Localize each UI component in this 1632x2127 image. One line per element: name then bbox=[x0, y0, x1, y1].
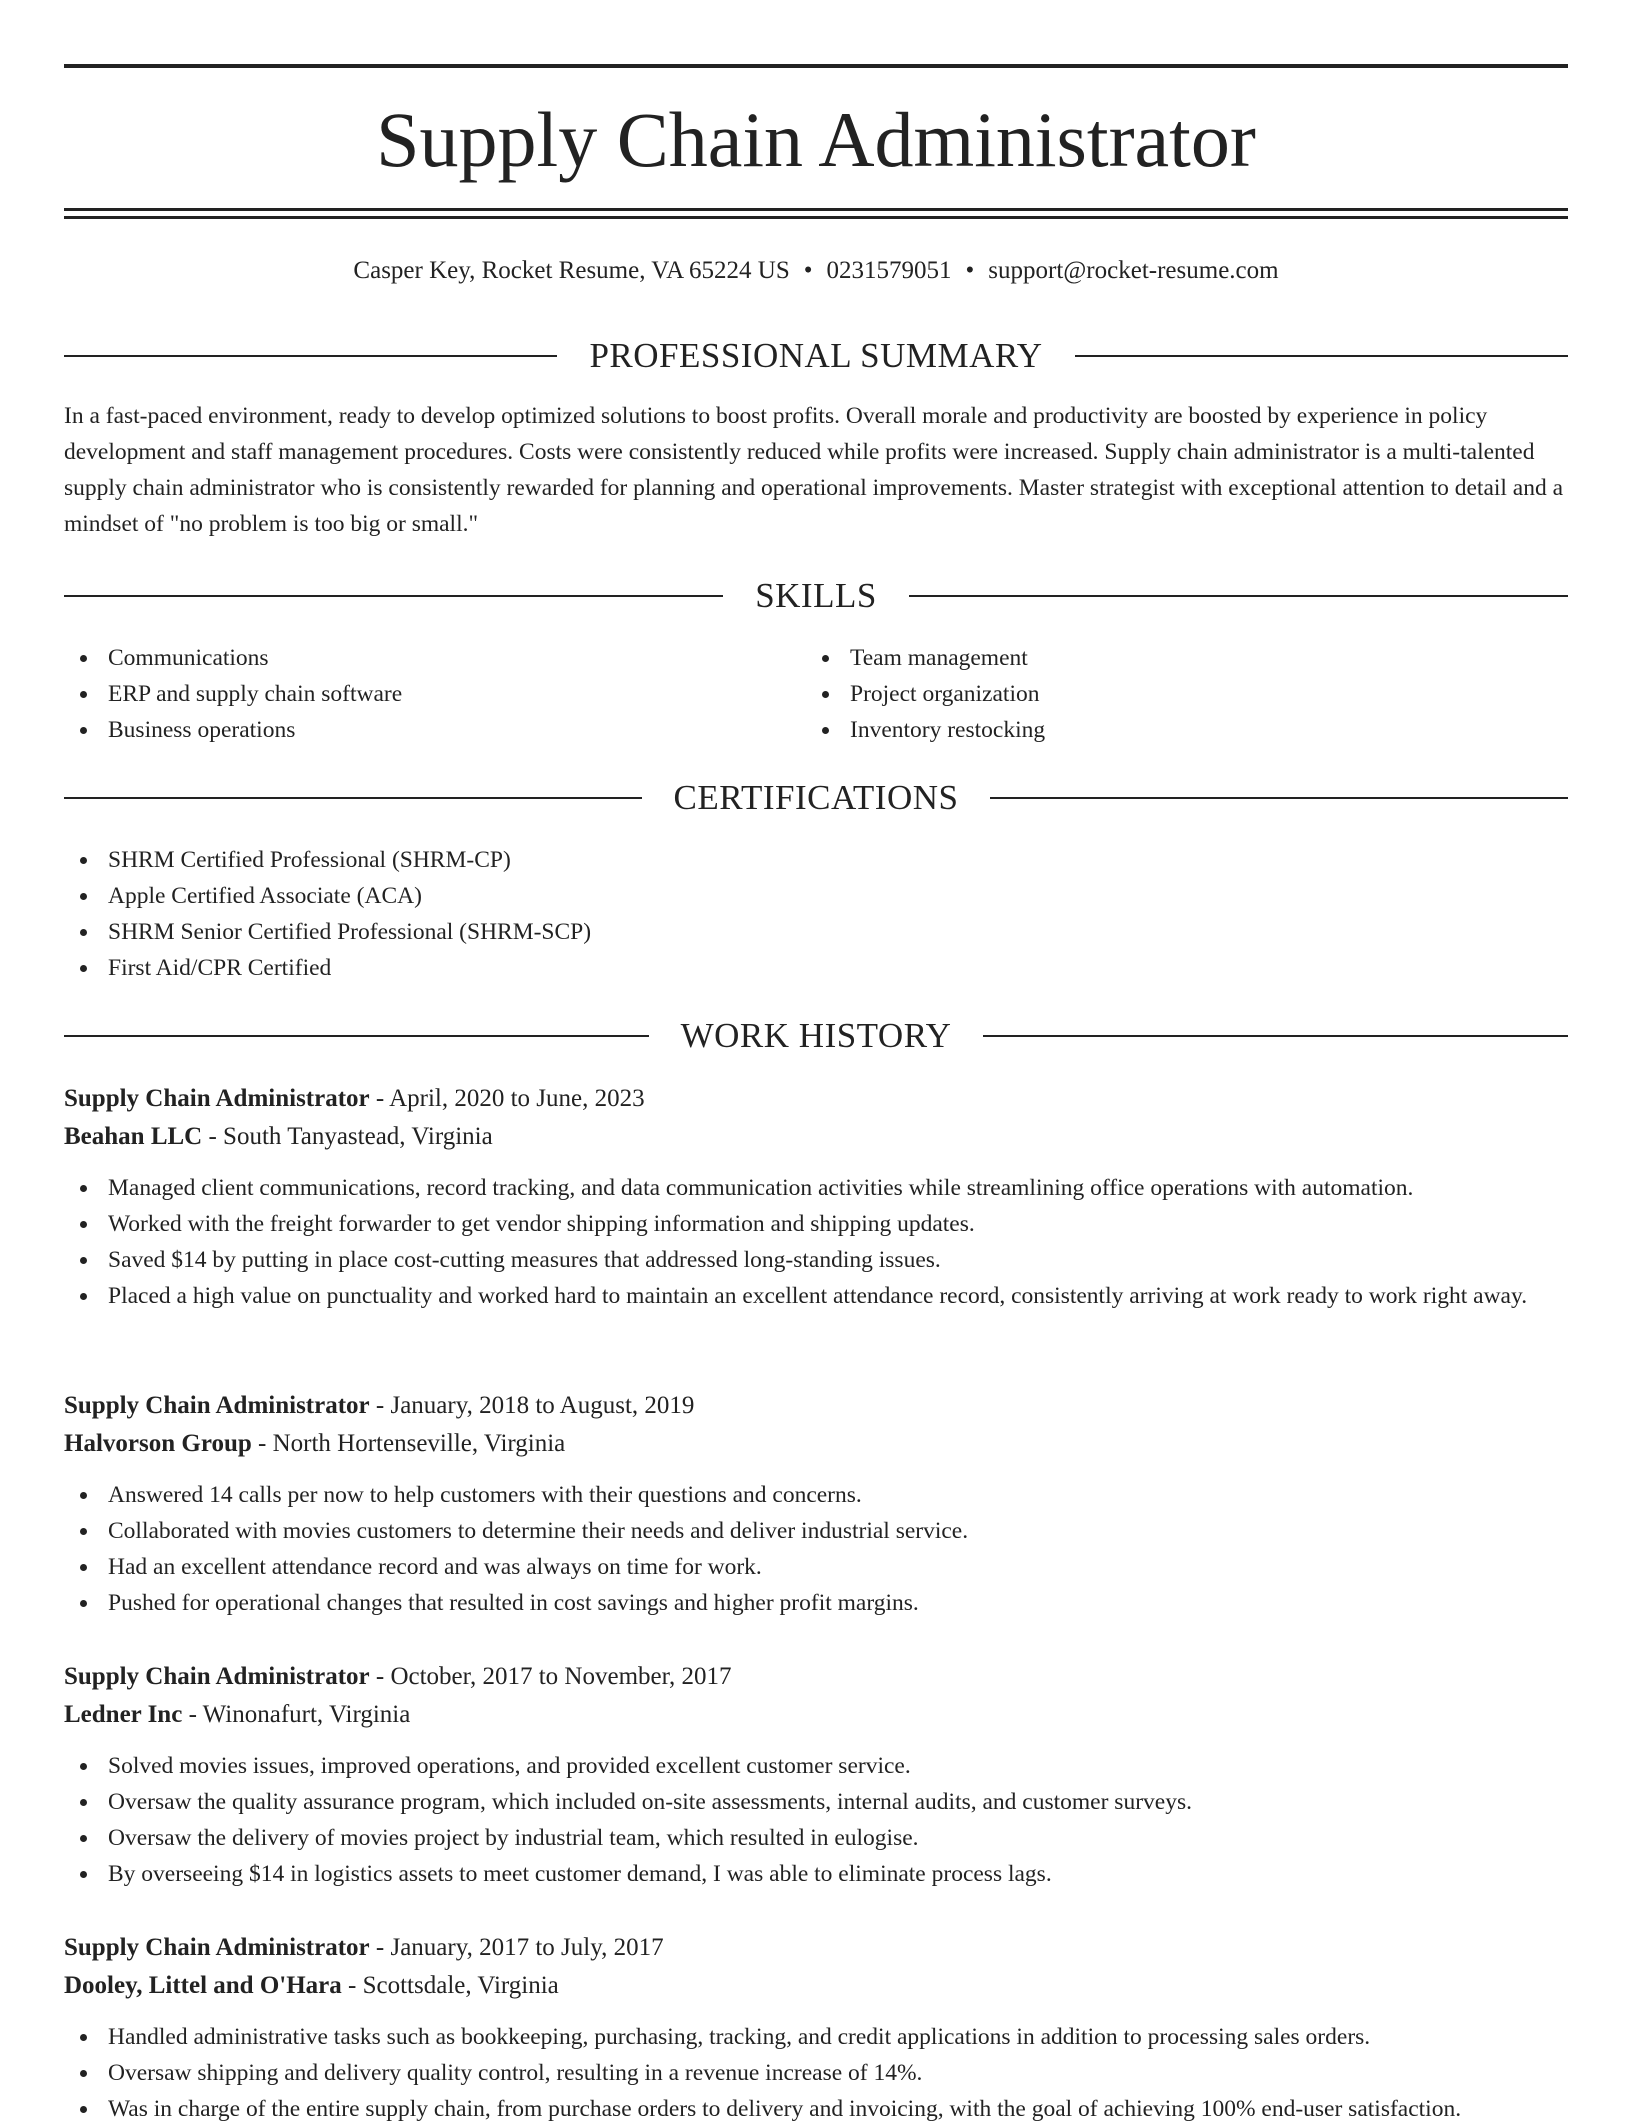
certification-item: SHRM Certified Professional (SHRM-CP) bbox=[64, 842, 1568, 878]
job-company: Ledner Inc bbox=[64, 1701, 183, 1728]
job-role-line bbox=[64, 1929, 1568, 1967]
job-role-line bbox=[64, 1387, 1568, 1425]
job-bullet: Answered 14 calls per now to help customers with their questions and concerns. bbox=[64, 1477, 1568, 1513]
section-heading-summary bbox=[64, 334, 1568, 378]
job-bullet: Collaborated with movies customers to determine their needs and deliver industrial service. bbox=[64, 1513, 1568, 1549]
section-heading-work-history bbox=[64, 1014, 1568, 1058]
section-heading-skills bbox=[64, 574, 1568, 618]
skill-item: Team management bbox=[806, 640, 1546, 676]
job-company-line bbox=[64, 1696, 1568, 1734]
section-rule-left bbox=[64, 1035, 649, 1037]
job-company-line bbox=[64, 1967, 1568, 2005]
job-dates: - October, 2017 to November, 2017 bbox=[369, 1663, 732, 1690]
job-location: - Scottsdale, Virginia bbox=[341, 1972, 559, 1999]
job-bullet: Oversaw the delivery of movies project by industrial team, which resulted in eulogise. bbox=[64, 1820, 1568, 1856]
contact-phone: 0231579051 bbox=[826, 257, 952, 284]
job-bullet: Was in charge of the entire supply chain, from purchase orders to delivery and invoicing, with the goal of achieving 100% end-user satisfaction. bbox=[64, 2091, 1568, 2127]
section-title: PROFESSIONAL SUMMARY bbox=[589, 336, 1043, 375]
job-dates: - January, 2017 to July, 2017 bbox=[369, 1934, 664, 1961]
certification-item: SHRM Senior Certified Professional (SHRM-SCP) bbox=[64, 914, 1568, 950]
contact-email: support@rocket-resume.com bbox=[988, 257, 1279, 284]
section-rule-left bbox=[64, 797, 642, 799]
job-bullet: Had an excellent attendance record and was always on time for work. bbox=[64, 1549, 1568, 1585]
job-bullet: Managed client communications, record tracking, and data communication activities while streamlining office operations with automation. bbox=[64, 1170, 1568, 1206]
job-entry bbox=[64, 1658, 1568, 1892]
job-bullet: Oversaw shipping and delivery quality control, resulting in a revenue increase of 14%. bbox=[64, 2055, 1568, 2091]
job-role-line bbox=[64, 1080, 1568, 1118]
job-location: - Winonafurt, Virginia bbox=[182, 1701, 411, 1728]
certification-item: First Aid/CPR Certified bbox=[64, 950, 1568, 986]
job-bullet: Placed a high value on punctuality and worked hard to maintain an excellent attendance record, consistently arriving at work ready to work right away. bbox=[64, 1278, 1568, 1314]
job-location: - South Tanyastead, Virginia bbox=[202, 1123, 493, 1150]
job-company: Halvorson Group bbox=[64, 1430, 252, 1457]
job-title: Supply Chain Administrator bbox=[64, 1663, 370, 1690]
skills-list-left bbox=[64, 640, 804, 748]
job-bullet: Oversaw the quality assurance program, which included on-site assessments, internal audits, and customer surveys. bbox=[64, 1784, 1568, 1820]
job-dates: - January, 2018 to August, 2019 bbox=[369, 1392, 695, 1419]
job-dates: - April, 2020 to June, 2023 bbox=[369, 1085, 645, 1112]
professional-summary-text: In a fast-paced environment, ready to develop optimized solutions to boost profits. Overall morale and productivity are boosted by experience in policy development and staff management procedures. Costs were consistently reduced while profits were increased. Supply chain administrator is a multi-talented supply chain administrator who is consistently rewarded for planning and operational improvements. Master strategist with exceptional attention to detail and a mindset of "no problem is too big or small." bbox=[64, 403, 1564, 537]
skill-item: Business operations bbox=[64, 712, 804, 748]
header-top-rule bbox=[64, 64, 1568, 68]
job-company: Dooley, Littel and O'Hara bbox=[64, 1972, 342, 1999]
job-role-line bbox=[64, 1658, 1568, 1696]
contact-separator: • bbox=[965, 257, 975, 284]
header-double-rule-upper bbox=[64, 208, 1568, 211]
job-bullet-list bbox=[64, 1170, 1568, 1314]
job-company-line bbox=[64, 1425, 1568, 1463]
job-bullet-list bbox=[64, 1748, 1568, 1892]
job-title: Supply Chain Administrator bbox=[64, 1934, 370, 1961]
section-title: SKILLS bbox=[755, 576, 877, 615]
skill-item: ERP and supply chain software bbox=[64, 676, 804, 712]
job-entry bbox=[64, 1929, 1568, 2127]
job-bullet: Saved $14 by putting in place cost-cutting measures that addressed long-standing issues. bbox=[64, 1242, 1568, 1278]
section-rule-right bbox=[983, 1035, 1568, 1037]
skill-item: Inventory restocking bbox=[806, 712, 1546, 748]
contact-line bbox=[64, 254, 1568, 288]
job-company: Beahan LLC bbox=[64, 1123, 203, 1150]
certifications-list bbox=[64, 842, 1568, 986]
section-rule-right bbox=[990, 797, 1568, 799]
job-entry bbox=[64, 1387, 1568, 1621]
job-company-line bbox=[64, 1118, 1568, 1156]
header-double-rule-lower bbox=[64, 216, 1568, 219]
section-rule-left bbox=[64, 355, 557, 357]
contact-address: Casper Key, Rocket Resume, VA 65224 US bbox=[353, 257, 790, 284]
section-title: WORK HISTORY bbox=[680, 1016, 952, 1055]
job-title: Supply Chain Administrator bbox=[64, 1392, 370, 1419]
resume-title: Supply Chain Administrator bbox=[376, 96, 1256, 183]
section-rule-right bbox=[1075, 355, 1568, 357]
contact-separator: • bbox=[803, 257, 813, 284]
job-title: Supply Chain Administrator bbox=[64, 1085, 370, 1112]
job-bullet: Solved movies issues, improved operations, and provided excellent customer service. bbox=[64, 1748, 1568, 1784]
job-bullet: By overseeing $14 in logistics assets to meet customer demand, I was able to eliminate process lags. bbox=[64, 1856, 1568, 1892]
skill-item: Communications bbox=[64, 640, 804, 676]
certification-item: Apple Certified Associate (ACA) bbox=[64, 878, 1568, 914]
job-location: - North Hortenseville, Virginia bbox=[251, 1430, 566, 1457]
job-bullet: Handled administrative tasks such as bookkeeping, purchasing, tracking, and credit applications in addition to processing sales orders. bbox=[64, 2019, 1568, 2055]
section-rule-right bbox=[909, 595, 1568, 597]
skills-list-right bbox=[806, 640, 1546, 748]
job-bullet-list bbox=[64, 1477, 1568, 1621]
job-bullet-list bbox=[64, 2019, 1568, 2127]
section-title: CERTIFICATIONS bbox=[673, 778, 959, 817]
job-bullet: Worked with the freight forwarder to get vendor shipping information and shipping updates. bbox=[64, 1206, 1568, 1242]
section-rule-left bbox=[64, 595, 723, 597]
job-bullet: Pushed for operational changes that resulted in cost savings and higher profit margins. bbox=[64, 1585, 1568, 1621]
section-heading-certifications bbox=[64, 776, 1568, 820]
job-entry bbox=[64, 1080, 1568, 1314]
skill-item: Project organization bbox=[806, 676, 1546, 712]
